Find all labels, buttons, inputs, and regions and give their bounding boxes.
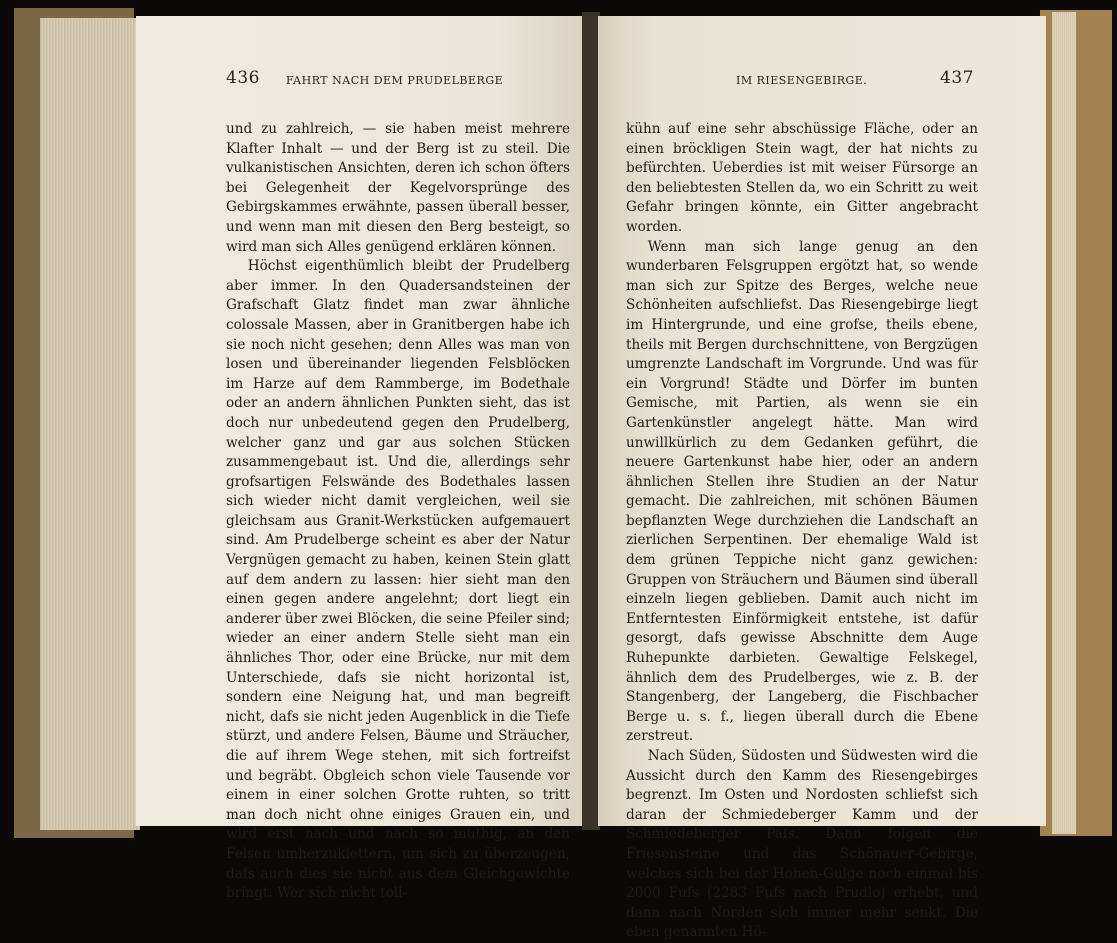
page-number: 436	[226, 68, 260, 88]
page-number: 437	[940, 68, 974, 88]
paragraph: kühn auf eine sehr abschüssige Fläche, oder an einen bröckligen Stein wagt, der hat nichts zu befürchten. Ueberdies ist mit weiser Fürsorge an den beliebtesten Stellen da, wo ein Schritt zu weit Gefahr bringen könnte, ein Gitter angebracht worden.	[626, 121, 978, 235]
left-page-text	[226, 120, 570, 904]
right-page	[598, 16, 1046, 941]
paragraph: und zu zahlreich, — sie haben meist mehrere Klafter Inhalt — und der Berg ist zu steil. Die vulkanistischen Ansichten, deren ich schon öfters bei Gelegenheit der Kegelvorsprünge des Gebirgskammes erwähnte, passen überall besser, und wenn man mit diesen den Berg besteigt, so wird man sich Alles genügend erklären können.	[226, 121, 570, 255]
running-head: IM RIESENGEBIRGE.	[736, 74, 868, 87]
right-page-text	[626, 120, 978, 943]
left-page	[136, 16, 584, 902]
book-cover-right	[1040, 10, 1112, 836]
page-edges-right	[1052, 12, 1076, 834]
page-edges-left	[40, 18, 140, 830]
left-page-header	[226, 68, 570, 102]
right-page-header	[626, 68, 974, 102]
running-head: FAHRT NACH DEM PRUDELBERGE	[286, 74, 504, 87]
paragraph: Höchst eigenthümlich bleibt der Prudelberg aber immer. In den Quadersandsteinen der Grafschaft Glatz findet man zwar ähnliche colossale Massen, aber in Granitbergen habe ich sie noch nicht gesehen; denn Alles was man von losen und übereinander liegenden Felsblöcken im Harze auf dem Rammberge, im Bodethale oder an andern ähnlichen Punkten sieht, das ist doch nur unbedeutend gegen den Prudelberg, welcher ganz und gar aus solchen Stücken zusammengebaut ist. Und die, allerdings sehr grofsartigen Felswände des Bodethales lassen sich wieder nicht damit vergleichen, weil sie gleichsam aus Granit-Werkstücken aufgemauert sind. Am Prudelberge scheint es aber der Natur Vergnügen gemacht zu haben, keinen Stein glatt auf dem andern zu lassen: hier sieht man den einen gegen andere angelehnt; dort liegt ein anderer über zwei Blöcken, die seine Pfeiler sind; wieder an einer andern Stelle sieht man ein ähnliches Thor, oder eine Brücke, nur mit dem Unterschiede, dafs sie nicht horizontal ist, sondern eine Neigung hat, und man begreift nicht, dafs sie nicht jeden Augenblick in die Tiefe stürzt, und andere Felsen, Bäume und Sträucher, die auf ihrem Wege stehen, mit sich fortreifst und begräbt. Obgleich schon viele Tausende vor einem in einer solchen Grotte ruhten, so tritt man doch nicht ohne einiges Grauen ein, und wird erst nach und nach so muthig, an den Felsen umherzuklettern, um sich zu überzeugen, dafs auch dies sie nicht aus dem Gleichgewichte bringt. Wer sich nicht toll-	[226, 258, 570, 902]
paragraph: Nach Süden, Südosten und Südwesten wird die Aussicht durch den Kamm des Riesengebirges begrenzt. Im Osten und Nordosten schliefst sich daran der Schmiedeberger Kamm und der Schmiedeberger Pafs. Dann folgen die Friesensteine und das Schönauer-Gebirge, welches sich bei der Hohen-Gulge noch einmal bis 2000 Fufs (2283 Fufs nach Prudlo) erhebt, und dann nach Norden sich immer mehr senkt. Die eben genannten Hö-	[626, 748, 978, 941]
paragraph: Wenn man sich lange genug an den wunderbaren Felsgruppen ergötzt hat, so wende man sich zur Spitze des Berges, welche neue Schönheiten aufschliefst. Das Riesengebirge liegt im Hintergrunde, und eine grofse, theils ebene, theils mit Bergen durchschnittene, von Bergzügen umgrenzte Landschaft im Vorgrunde. Und was für ein Vorgrund! Städte und Dörfer im bunten Gemische, mit Partien, als wenn sie ein Gartenkünstler angelegt hätte. Man wird unwillkürlich zu dem Gedanken geführt, die neuere Gartenkunst habe hier, oder an andern ähnlichen Stellen ihre Studien an der Natur gemacht. Die zahlreichen, mit schönen Bäumen bepflanzten Wege durchziehen die Landschaft an zierlichen Serpentinen. Der ehemalige Wald ist dem grünen Teppiche nicht ganz gewichen: Gruppen von Sträuchern und Bäumen sind überall einzeln liegen geblieben. Damit auch nicht im Entferntesten Einförmigkeit entstehe, ist dafür gesorgt, dafs gewisse Abschnitte dem Auge Ruhepunkte darbieten. Gewaltige Felskegel, ähnlich dem des Prudelberges, wie z. B. der Stangenberg, der Langeberg, die Fischbacher Berge u. s. f., liegen überall durch die Ebene zerstreut.	[626, 238, 978, 745]
